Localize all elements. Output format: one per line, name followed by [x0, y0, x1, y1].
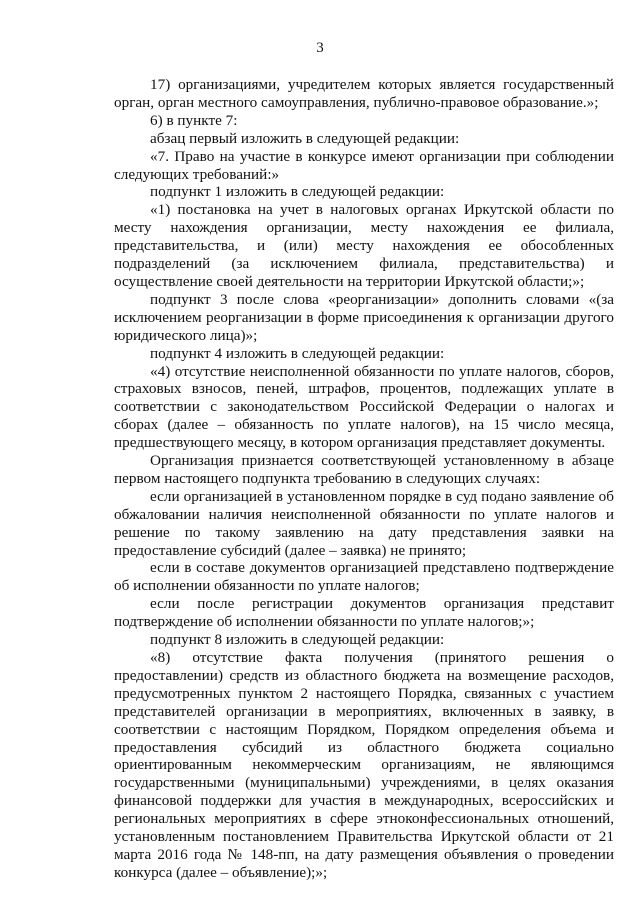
- paragraph: если после регистрации документов организация представит подтверждение об исполнении обязанности по уплате налогов;»;: [114, 595, 614, 631]
- paragraph: 17) организациями, учредителем которых является государственный орган, орган местного самоуправления, публично-правовое образование.»;: [114, 76, 614, 111]
- paragraph: подпункт 1 изложить в следующей редакции:: [150, 183, 445, 201]
- paragraph: если организацией в установленном порядке в суд подано заявление об обжаловании наличия неисполненной обязанности по уплате налогов и решение по такому заявлению на дату представления заявки на предоставление субсидий (далее – заявка) не принято;: [114, 487, 614, 559]
- paragraph: если в составе документов организацией представлено подтверждение об исполнении обязанности по уплате налогов;: [114, 559, 614, 595]
- page-number: 3: [316, 40, 324, 56]
- paragraph: подпункт 8 изложить в следующей редакции:: [150, 631, 445, 649]
- paragraph: 6) в пункте 7:: [150, 111, 238, 129]
- paragraph: «8) отсутствие факта получения (принятого решения о предоставлении) средств из областного бюджета на возмещение расходов, предусмотренных пунктом 2 настоящего Порядка, связанных с участием представителей организации в мероприятиях, включенных в заявку, в соответствии с настоящим Порядком, Порядком определения объема и предоставления субсидий из областного бюджета социально ориентированным некоммерческим организациям, не являющимся государственными (муниципальными) учреждениями, в целях оказания финансовой поддержки для участия в международных, всероссийских и региональных мероприятиях в сфере этноконфессиональных отношений, установленным постановлением Правительства Иркутской области от 21 марта 2016 года № 148-пп, на дату размещения объявления о проведении конкурса (далее – объявление);»;: [114, 649, 614, 881]
- paragraph: «7. Право на участие в конкурсе имеют организации при соблюдении следующих требований:»: [114, 147, 614, 183]
- paragraph: Организация признается соответствующей установленному в абзаце первом настоящего подпункта требованию в следующих случаях:: [114, 452, 614, 487]
- document-body: [114, 76, 614, 882]
- paragraph: абзац первый изложить в следующей редакции:: [150, 129, 460, 147]
- paragraph: подпункт 3 после слова «реорганизации» дополнить словами «(за исключением реорганизации в форме присоединения к организации другого юридического лица)»;: [114, 290, 614, 344]
- paragraph: подпункт 4 изложить в следующей редакции:: [150, 344, 445, 362]
- paragraph: «1) постановка на учет в налоговых органах Иркутской области по месту нахождения организации, месту нахождения ее филиала, представительства, и (или) месту нахождения ее обособленных подразделений (за исключением филиала, представительства) и осуществление своей деятельности на территории Иркутской области;»;: [114, 201, 614, 290]
- paragraph: «4) отсутствие неисполненной обязанности по уплате налогов, сборов, страховых взносов, пеней, штрафов, процентов, подлежащих уплате в соответствии с законодательством Российской Федерации о налогах и сборах (далее – обязанность по уплате налогов), на 15 число месяца, предшествующего месяцу, в котором организация представляет документы.: [114, 362, 614, 452]
